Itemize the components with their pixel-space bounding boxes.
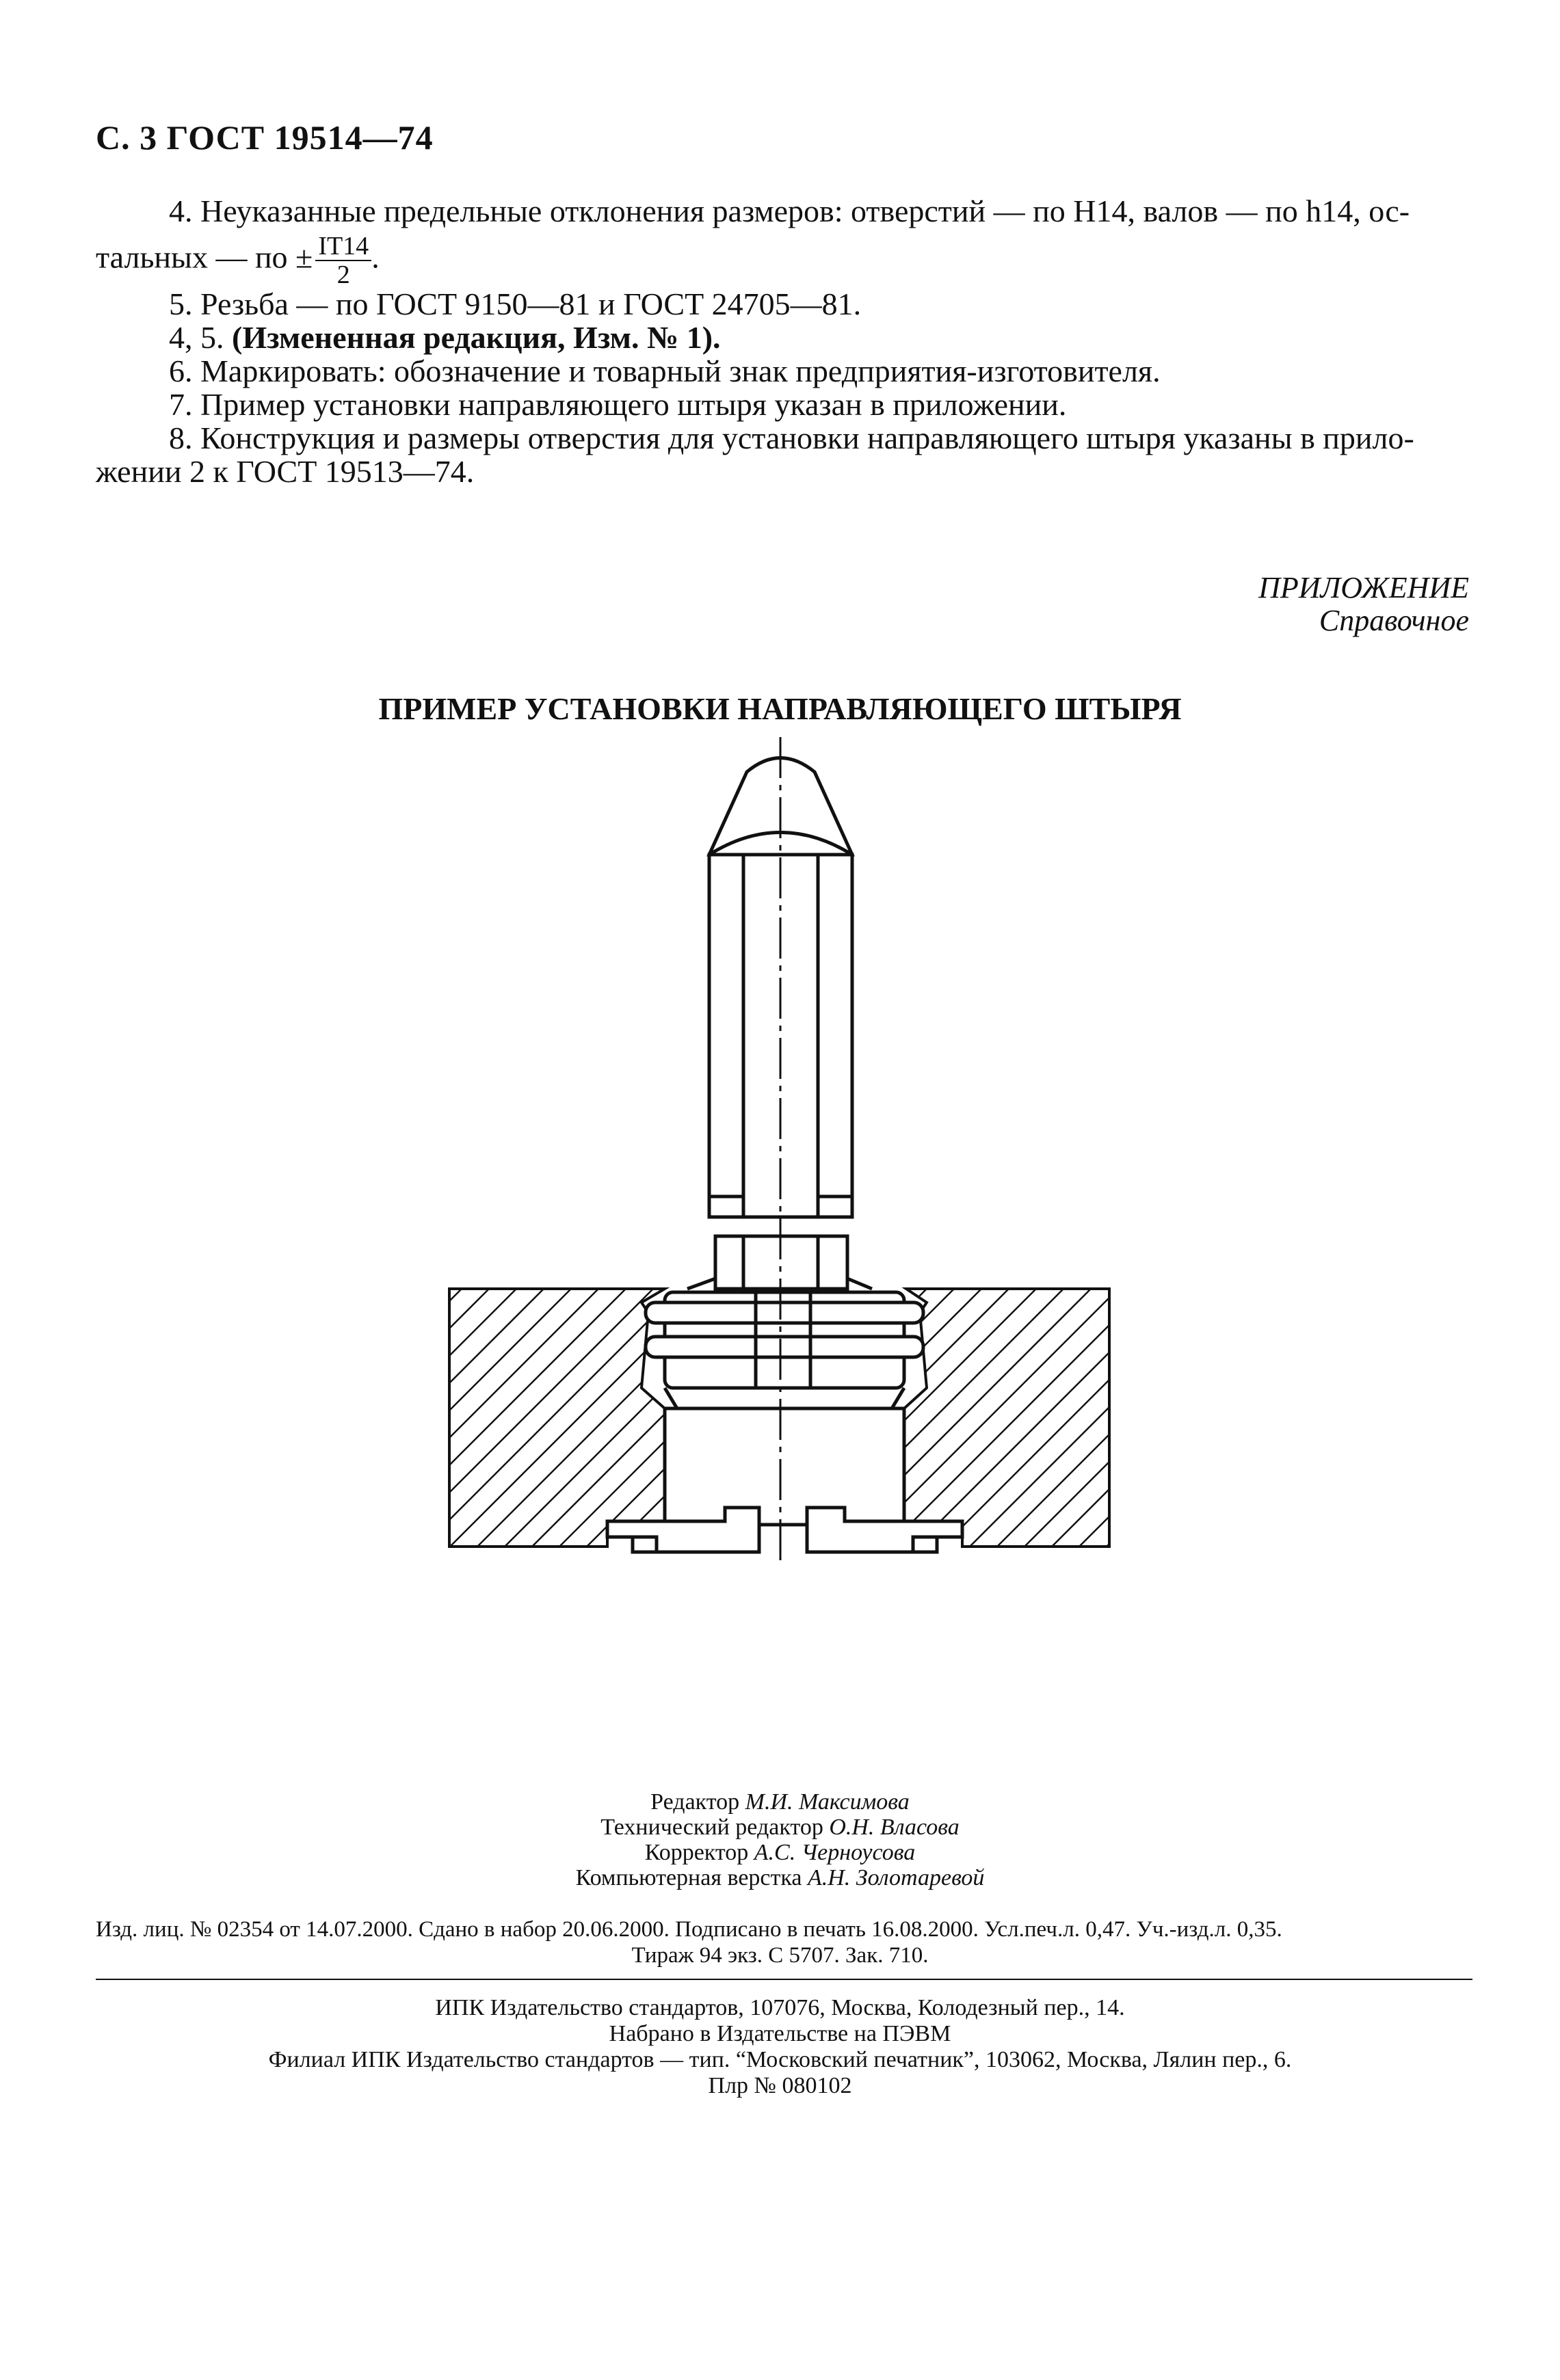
imprint-line3: Филиал ИПК Издательство стандартов — тип. “Московский печатник”, 103062, Москва, Лялин пер., 6. (268, 2047, 1292, 2072)
separator-rule (96, 1979, 1472, 1980)
appendix-type: Справочное (1319, 604, 1469, 637)
amendment-prefix: 4, 5. (169, 320, 232, 355)
credit-role: Редактор (650, 1789, 740, 1815)
paragraph-7: 7. Пример установки направляющего штыря указан в приложении. (169, 387, 1067, 422)
imprint-line2: Набрано в Издательстве на ПЭВМ (609, 2021, 951, 2046)
imprint-line4: Плр № 080102 (708, 2073, 852, 2098)
credit-role: Компьютерная верстка (575, 1865, 802, 1890)
credit-name: О.Н. Власова (829, 1815, 960, 1840)
credit-tech-editor (0, 1815, 1560, 1841)
credit-role: Технический редактор (600, 1815, 823, 1840)
appendix-label: ПРИЛОЖЕНИЕ (1258, 571, 1469, 604)
paragraph-4-line1: 4. Неуказанные предельные отклонения размеров: отверстий — по Н14, валов — по h14, ос- (169, 193, 1410, 228)
credit-role: Корректор (644, 1840, 749, 1865)
paragraph-6: 6. Маркировать: обозначение и товарный знак предприятия-изготовителя. (169, 353, 1161, 388)
credit-name: М.И. Максимова (745, 1789, 910, 1815)
fraction-numerator: IT14 (315, 232, 371, 261)
threaded-bushing (646, 1292, 923, 1525)
figure-title: ПРИМЕР УСТАНОВКИ НАПРАВЛЯЮЩЕГО ШТЫРЯ (378, 691, 1182, 726)
credit-editor (0, 1789, 1560, 1815)
credit-layout (0, 1865, 1560, 1891)
amendment-note: (Измененная редакция, Изм. № 1). (232, 320, 721, 355)
paragraph-8-line2: жении 2 к ГОСТ 19513—74. (96, 454, 475, 489)
credit-corrector (0, 1840, 1560, 1866)
page-header: С. 3 ГОСТ 19514—74 (96, 118, 434, 157)
fraction-denominator: 2 (336, 260, 350, 289)
paragraph-5: 5. Резьба — по ГОСТ 9150—81 и ГОСТ 24705—81. (169, 286, 862, 321)
credit-name: А.С. Черноусова (754, 1840, 916, 1865)
paragraph-8-line1: 8. Конструкция и размеры отверстия для установки направляющего штыря указаны в прило- (169, 420, 1414, 455)
imprint-line1: ИПК Издательство стандартов, 107076, Москва, Колодезный пер., 14. (435, 1995, 1125, 2020)
publication-info-line1: Изд. лиц. № 02354 от 14.07.2000. Сдано в набор 20.06.2000. Подписано в печать 16.08.2000. Усл.печ.л. 0,47. Уч.-изд.л. 0,35. (96, 1917, 1282, 1942)
credit-name: А.Н. Золотаревой (807, 1865, 985, 1890)
paragraph-4-prefix: тальных — по ± (96, 239, 313, 275)
publication-info-line2: Тираж 94 экз. С 5707. Зак. 710. (631, 1943, 929, 1968)
paragraph-4-suffix: . (371, 239, 380, 275)
